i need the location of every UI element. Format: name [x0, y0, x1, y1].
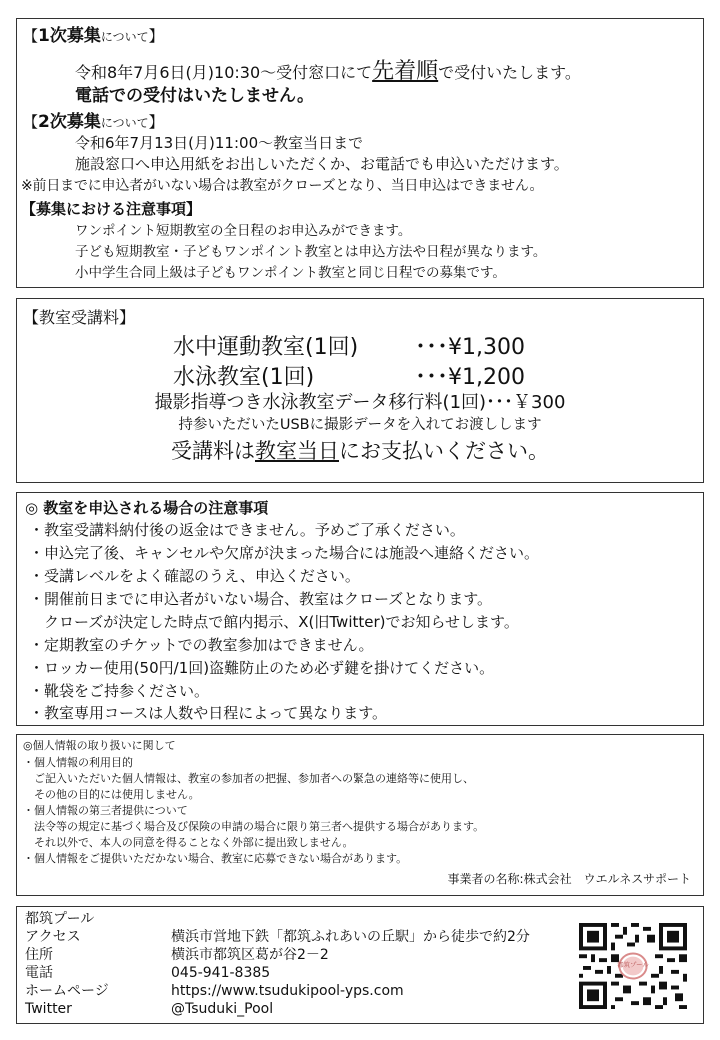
info-label: Twitter [25, 1001, 72, 1017]
qr-code[interactable] [579, 923, 687, 1009]
photo-fee: 撮影指導つき水泳教室データ移行料(1回)･･･￥300 [154, 392, 566, 413]
caution-heading: 【募集における注意事項】 [21, 200, 202, 218]
access-value: 横浜市営地下鉄「都筑ふれあいの丘駅」から徒歩で約2分 [171, 929, 530, 945]
operator-name: 事業者の名称:株式会社 ウエルネスサポート [447, 872, 691, 886]
recruit1-line: 令和8年7月6日(月)10:30～受付窓口にて先着順で受付いたします。 [75, 59, 581, 84]
info-label: アクセス [25, 929, 81, 945]
notes-heading: ◎ 教室を申込される場合の注意事項 [25, 499, 269, 517]
fee-row-price: ･･･¥1,300 [415, 335, 525, 360]
fee-row-name: 水泳教室(1回) [173, 365, 315, 390]
fee-row-name: 水中運動教室(1回) [173, 335, 359, 360]
fees-heading: 【教室受講料】 [23, 308, 136, 327]
recruit1-phone-note: 電話での受付はいたしません。 [75, 86, 315, 106]
notes-item: ・ロッカー使用(50円/1回)盗難防止のため必ず鍵を掛けてください。 [29, 659, 495, 677]
privacy-line: ・個人情報の第三者提供について [23, 804, 188, 817]
privacy-line: その他の目的には使用しません。 [23, 788, 200, 801]
notes-item: ・申込完了後、キャンセルや欠席が決まった場合には施設へ連絡ください。 [29, 544, 540, 562]
recruit2-note: ※前日までに申込者がいない場合は教室がクローズとなり、当日申込はできません。 [21, 178, 544, 194]
fee-row-price: ･･･¥1,200 [415, 365, 525, 390]
notes-item: ・教室専用コースは人数や日程によって異なります。 [29, 704, 388, 722]
facility-info-box [16, 906, 704, 1024]
notes-item: ・靴袋をご持参ください。 [29, 682, 210, 700]
application-notes-box [16, 492, 704, 726]
notes-item: ・定期教室のチケットでの教室参加はできません。 [29, 636, 374, 654]
caution-item: ワンポイント短期教室の全日程のお申込みができます。 [75, 223, 412, 239]
usb-note: 持参いただいたUSBに撮影データを入れてお渡しします [178, 417, 542, 433]
privacy-line: それ以外で、本人の同意を得ることなく外部に提出致しません。 [23, 836, 354, 849]
qr-code-icon [579, 923, 687, 1009]
caution-item: 子ども短期教室・子どもワンポイント教室とは申込方法や日程が異なります。 [75, 244, 547, 260]
privacy-line: 法令等の規定に基づく場合及び保険の申請の場合に限り第三者へ提供する場合があります。 [23, 820, 485, 833]
fees-box [16, 298, 704, 483]
info-label: 電話 [25, 965, 53, 981]
qr-logo-text: 都筑プール [617, 962, 649, 970]
privacy-box [16, 734, 704, 896]
privacy-line: ・個人情報をご提供いただかない場合、教室に応募できない場合があります。 [23, 852, 408, 865]
homepage-link[interactable]: https://www.tsudukipool-yps.com [171, 983, 404, 999]
facility-name: 都筑プール [25, 911, 95, 927]
privacy-heading: ◎個人情報の取り扱いに関して [23, 739, 176, 752]
recruitment-box [16, 18, 704, 288]
twitter-handle-link[interactable]: @Tsuduki_Pool [171, 1001, 274, 1017]
notes-item: クローズが決定した時点で館内掲示、X(旧Twitter)でお知らせします。 [29, 613, 519, 631]
info-label: 住所 [25, 947, 53, 963]
recruit2-line2: 施設窓口へ申込用紙をお出しいただくか、お電話でも申込いただけます。 [75, 155, 569, 173]
notes-item: ・受講レベルをよく確認のうえ、申込ください。 [29, 567, 360, 585]
caution-item: 小中学生合同上級は子どもワンポイント教室と同じ日程での募集です。 [75, 265, 506, 281]
notes-item: ・開催前日までに申込者がいない場合、教室はクローズとなります。 [29, 590, 493, 608]
privacy-line: ・個人情報の利用目的 [23, 756, 133, 769]
recruit1-heading: 【1次募集について】 [23, 26, 164, 46]
payment-note: 受講料は教室当日にお支払いください。 [171, 439, 549, 463]
address-value: 横浜市都筑区葛が谷2－2 [171, 947, 329, 963]
phone-value: 045-941-8385 [171, 965, 271, 981]
recruit2-heading: 【2次募集について】 [23, 112, 164, 132]
recruit2-line1: 令和6年7月13日(月)11:00～教室当日まで [75, 134, 364, 152]
notes-item: ・教室受講料納付後の返金はできません。予めご了承ください。 [29, 521, 465, 539]
info-label: ホームページ [25, 983, 109, 999]
privacy-line: ご記入いただいた個人情報は、教室の参加者の把握、参加者への緊急の連絡等に使用し、 [23, 772, 474, 785]
